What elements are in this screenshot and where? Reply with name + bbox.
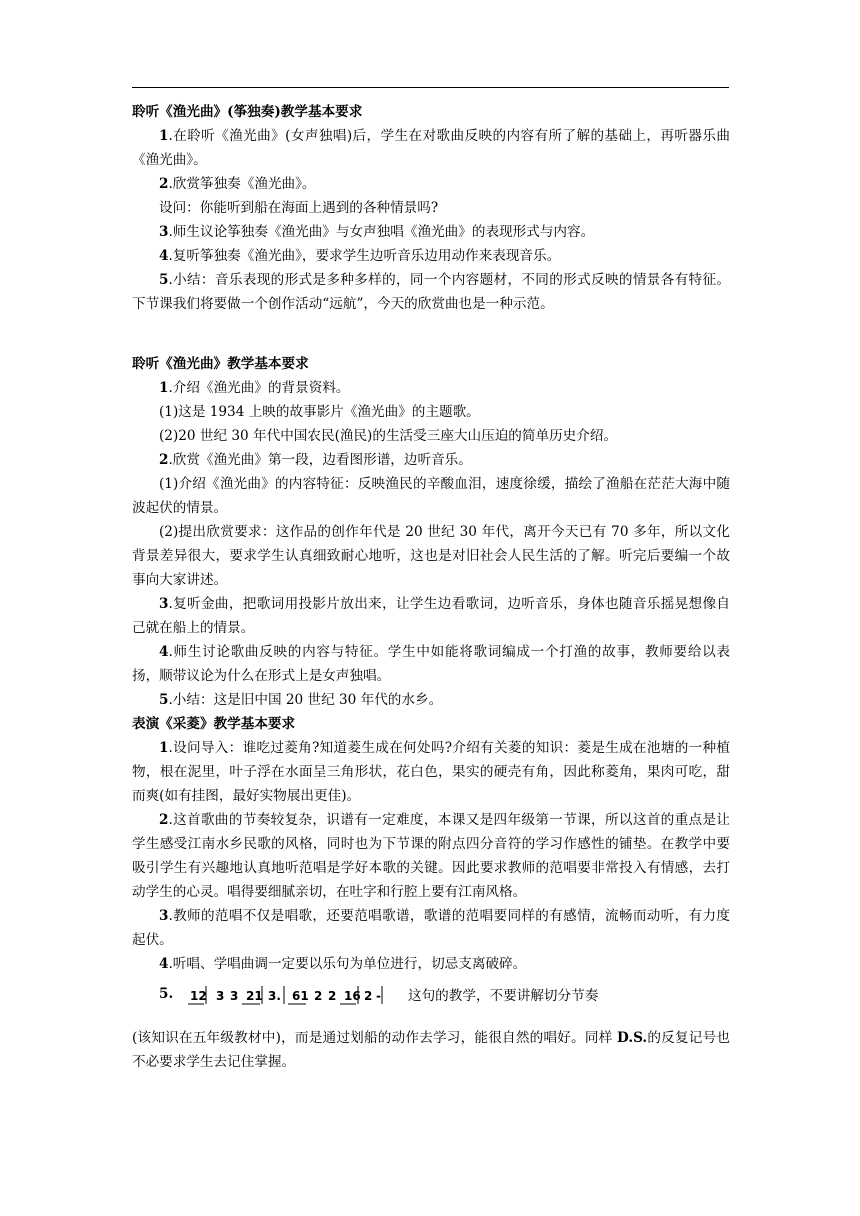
list-item bbox=[132, 220, 730, 244]
section-items bbox=[132, 736, 730, 976]
item-number: 3 bbox=[159, 596, 169, 612]
list-item bbox=[132, 808, 730, 904]
item-number: 5 bbox=[159, 272, 169, 288]
notation-note: 2 bbox=[328, 989, 337, 1003]
item-text: .这首歌曲的节奏较复杂，识谱有一定难度，本课又是四年级第一节课，所以这首的重点是让学生感受江南水乡民歌的风格，同时也为下节课的附点四分音符的学习作感性的铺垫。在教学中要吸引学生有兴趣地认真地听范唱是学好本歌的关键。因此要求教师的范唱要非常投入有情感，去打动学生的心灵。唱得要细腻亲切，在吐字和行腔上要有江南风格。 bbox=[132, 812, 730, 900]
item-text: .复听筝独奏《渔光曲》，要求学生边听音乐边用动作来表现音乐。 bbox=[168, 248, 561, 264]
item-text: .介绍《渔光曲》的背景资料。 bbox=[168, 380, 350, 396]
list-item bbox=[132, 472, 730, 520]
music-notation-image bbox=[176, 976, 386, 1016]
item-text: 这句的教学，不要讲解切分节奏 bbox=[408, 988, 599, 1004]
section-title: 表演《采菱》教学基本要求 bbox=[132, 716, 296, 732]
section-yuguangqu bbox=[132, 352, 730, 712]
item-text: 设问：你能听到船在海面上遇到的各种情景吗? bbox=[159, 200, 439, 216]
section-items bbox=[132, 124, 730, 316]
list-item bbox=[132, 424, 730, 448]
list-item bbox=[132, 904, 730, 952]
item-text: .小结：音乐表现的形式是多种多样的，同一个内容题材，不同的形式反映的情景各有特征。下节课我们将要做一个创作活动“远航”，今天的欣赏曲也是一种示范。 bbox=[132, 272, 730, 312]
notation-note: 2 bbox=[364, 989, 373, 1003]
section-items bbox=[132, 376, 730, 712]
notation-note: - bbox=[376, 989, 381, 1003]
item-text: (1)介绍《渔光曲》的内容特征：反映渔民的辛酸血泪，速度徐缓，描绘了渔船在茫茫大海中随波起伏的情景。 bbox=[132, 476, 730, 516]
list-item bbox=[132, 244, 730, 268]
list-item bbox=[132, 640, 730, 688]
item-text: (1)这是 1934 上映的故事影片《渔光曲》的主题歌。 bbox=[159, 404, 480, 420]
section-title: 聆听《渔光曲》(筝独奏)教学基本要求 bbox=[132, 104, 363, 120]
item-number: 4 bbox=[159, 956, 169, 972]
ds-symbol: D.S. bbox=[617, 1030, 648, 1046]
item-text: .小结：这是旧中国 20 世纪 30 年代的水乡。 bbox=[168, 692, 443, 708]
notation-note: 12 bbox=[190, 989, 207, 1003]
list-item bbox=[132, 736, 730, 808]
list-item bbox=[132, 196, 730, 220]
item-number: 5 bbox=[159, 692, 169, 708]
item-number: 4 bbox=[159, 248, 169, 264]
list-item bbox=[132, 124, 730, 172]
item-text: .欣赏筝独奏《渔光曲》。 bbox=[168, 176, 316, 192]
item-text: .在聆听《渔光曲》(女声独唱)后，学生在对歌曲反映的内容有所了解的基础上，再听器乐曲《渔光曲》。 bbox=[132, 128, 730, 168]
notation-note: 16 bbox=[344, 989, 361, 1003]
list-item bbox=[132, 172, 730, 196]
item-text: (2)20 世纪 30 年代中国农民(渔民)的生活受三座大山压迫的简单历史介绍。 bbox=[159, 428, 618, 444]
list-item bbox=[132, 376, 730, 400]
notation-note: 2 bbox=[314, 989, 323, 1003]
item-text: .设问导入：谁吃过菱角?知道菱生成在何处吗?介绍有关菱的知识：菱是生成在池塘的一种植物，根在泥里，叶子浮在水面呈三角形状，花白色，果实的硬壳有角，因此称菱角，果肉可吃，甜而爽(如有挂图，最好实物展出更佳)。 bbox=[132, 740, 730, 804]
item-number: 1 bbox=[159, 740, 169, 756]
item-number: 3 bbox=[159, 908, 169, 924]
section-title: 聆听《渔光曲》教学基本要求 bbox=[132, 356, 309, 372]
item-number: 1 bbox=[159, 380, 169, 396]
item-number: 4 bbox=[159, 644, 169, 660]
notation-note: 61 bbox=[292, 989, 309, 1003]
list-item bbox=[132, 448, 730, 472]
closing-text-2: 的反复记号也不必要求学生去记住掌握。 bbox=[132, 1030, 731, 1070]
item-text: .复听金曲，把歌词用投影片放出来，让学生边看歌词，边听音乐，身体也随音乐摇晃想像自己就在船上的情景。 bbox=[132, 596, 730, 636]
list-item bbox=[132, 952, 730, 976]
closing-paragraph bbox=[132, 1026, 730, 1074]
header-rule bbox=[132, 87, 729, 88]
section-guzheng bbox=[132, 100, 730, 316]
item-number: 5. bbox=[159, 986, 174, 1002]
item-text: .师生议论筝独奏《渔光曲》与女声独唱《渔光曲》的表现形式与内容。 bbox=[168, 224, 595, 240]
item-text: .欣赏《渔光曲》第一段，边看图形谱，边听音乐。 bbox=[168, 452, 472, 468]
item-number: 3 bbox=[159, 224, 169, 240]
item-number: 1 bbox=[159, 128, 169, 144]
list-item bbox=[132, 520, 730, 592]
section-cailing bbox=[132, 712, 730, 1018]
notation-note: 21 bbox=[246, 989, 263, 1003]
notation-note: 3 bbox=[230, 989, 239, 1003]
item-number: 2 bbox=[159, 812, 169, 828]
item-text: (2)提出欣赏要求：这作品的创作年代是 20 世纪 30 年代，离开今天已有 70 多年，所以文化背景差异很大，要求学生认真细致耐心地听，这也是对旧社会人民生活的了解。听完后要编一个故事向大家讲述。 bbox=[132, 524, 730, 588]
item-text: .教师的范唱不仅是唱歌，还要范唱歌谱，歌谱的范唱要同样的有感情，流畅而动听，有力度起伏。 bbox=[132, 908, 730, 948]
list-item bbox=[132, 592, 730, 640]
closing-text-1: (该知识在五年级教材中)，而是通过划船的动作去学习，能很自然的唱好。同样 bbox=[132, 1030, 618, 1046]
item-5-row bbox=[132, 976, 730, 1018]
list-item bbox=[132, 688, 730, 712]
item-number: 2 bbox=[159, 452, 169, 468]
list-item bbox=[132, 268, 730, 316]
item-text: .听唱、学唱曲调一定要以乐句为单位进行，切忌支离破碎。 bbox=[168, 956, 527, 972]
item-number: 2 bbox=[159, 176, 169, 192]
notation-note: 3. bbox=[268, 989, 281, 1003]
list-item bbox=[132, 400, 730, 424]
notation-note: 3 bbox=[216, 989, 225, 1003]
item-text: .师生讨论歌曲反映的内容与特征。学生中如能将歌词编成一个打渔的故事，教师要给以表扬，顺带议论为什么在形式上是女声独唱。 bbox=[132, 644, 730, 684]
